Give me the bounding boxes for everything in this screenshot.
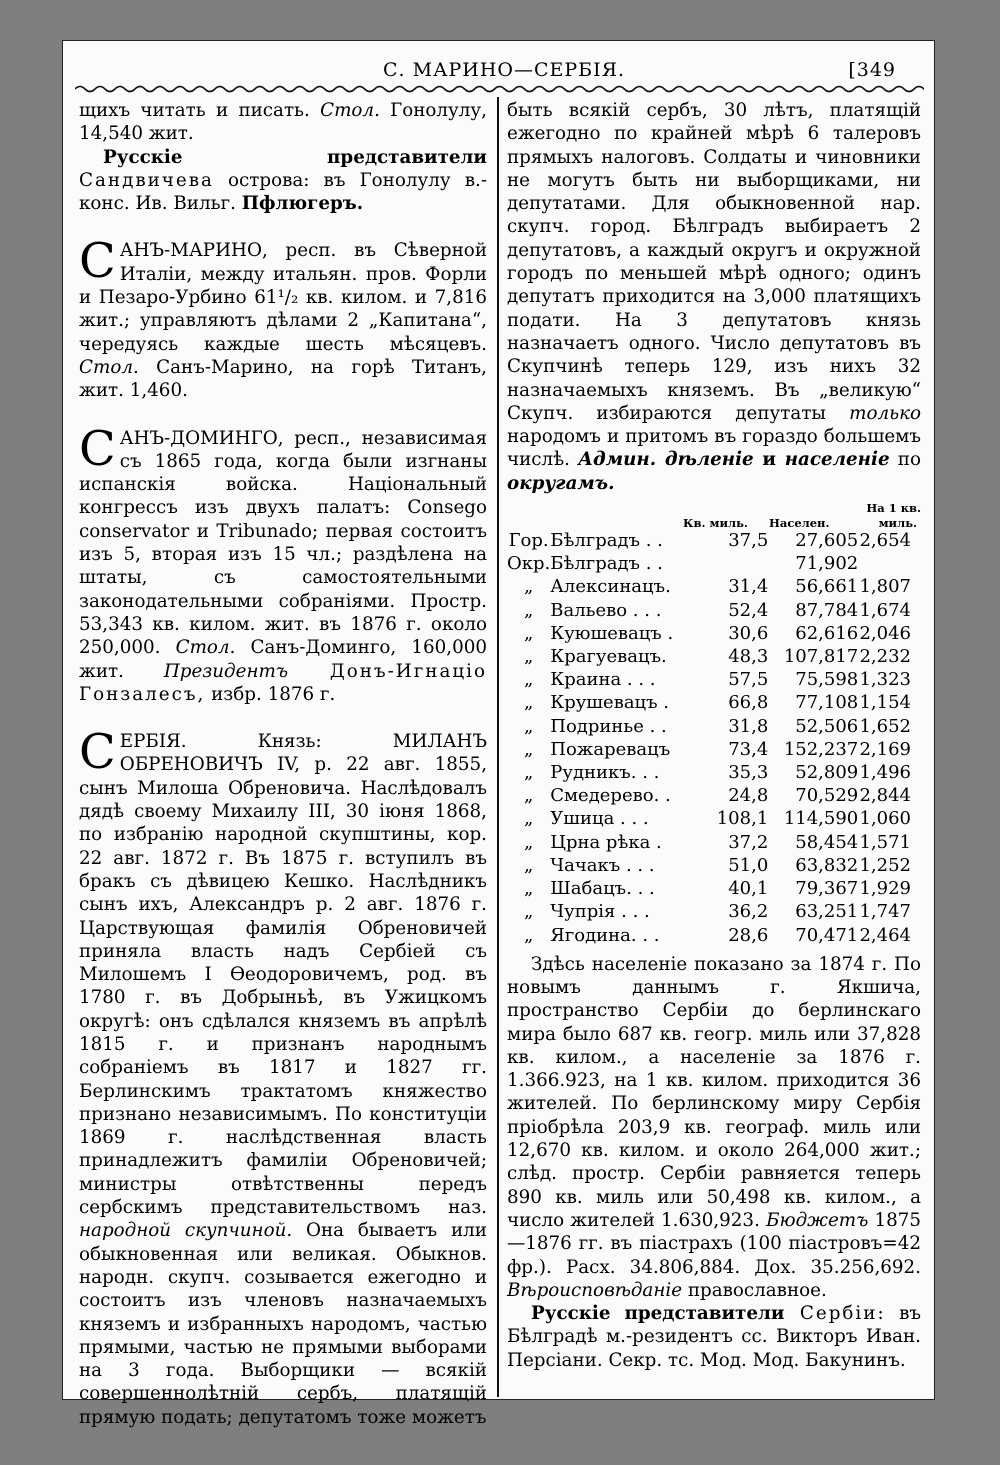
table-row (507, 900, 921, 923)
cell-mark: „ (523, 669, 534, 691)
cell-dens (858, 552, 921, 575)
cell-pop: 27,605 (795, 530, 859, 552)
cell-dens: 1,929 (859, 878, 911, 900)
cell-area: 35,3 (728, 762, 769, 784)
table-row (507, 715, 921, 738)
header-density: На 1 кв. (866, 501, 921, 516)
entry-san-marino: САНЪ-МАРИНО, респ. въ Сѣверной Италіи, между итальян. пров. Форли и Пезаро-Урбино 61¹/₂ кв. килом. и 7,816 жит.; управляютъ дѣлами 2 „Капитана“, чередуясь каждые шесть мѣсяцевъ. Стол. Санъ-Марино, на горѣ Титанъ, жит. 1,460. (79, 233, 487, 402)
cell-dens: 1,252 (859, 854, 911, 876)
entry-san-domingo: САНЪ-ДОМИНГО, респ., независимая съ 1865 года, когда были изгнаны испанскія войска. Національный конгрессъ изъ двухъ палатъ: Consego conservator и Tribunado; первая состоитъ изъ 5, вторая изъ 15 чл.; раздѣлена на штаты, съ самостоятельными законодательными собраніями. Простр. 53,343 кв. килом. жит. въ 1876 г. около 250,000. Стол. Санъ-Доминго, 160,000 жит. Президентъ Донъ-Игнаціо Гонзалесъ, избр. 1876 г. (79, 420, 487, 705)
cell-mark: „ (523, 901, 534, 923)
running-header (63, 53, 934, 83)
cell-area: 108,1 (716, 808, 769, 830)
table-row (507, 924, 921, 947)
cell-area: 52,4 (728, 599, 769, 621)
cell-mark: „ (523, 622, 534, 644)
cell-mark: Гор. (508, 530, 549, 552)
cell-dens: 1,674 (859, 599, 911, 621)
table-row (507, 738, 921, 761)
cell-pop: 52,809 (795, 762, 859, 784)
cell-pop: 152,237 (783, 738, 859, 760)
cell-pop: 107,817 (783, 646, 859, 668)
cell-mark: „ (523, 878, 534, 900)
cell-pop: 58,454 (795, 831, 859, 853)
serbia-continued: быть всякій сербъ, 30 лѣтъ, платящій ежегодно по крайней мѣрѣ 6 талеровъ прямыхъ налоговъ. Солдаты и чиновники не могутъ быть ни выборщиками, ни депутатами. Для обыкновенной нар. скупч. город. Бѣлградъ выбираетъ 2 депутатовъ, а каждый округъ и окружной городъ по меньшей мѣрѣ одного; одинъ депутатъ приходится на 3,000 платящихъ подати. На 3 депутатовъ князь назначаетъ одного. Число депутатовъ въ Скупчинѣ теперь 129, изъ нихъ 32 назначаемыхъ княземъ. Въ „великую“ Скупч. избираются депутаты только народомъ и притомъ въ гораздо большемъ числѣ. Админ. дѣленіе и населеніе по округамъ. (507, 100, 921, 494)
cell-dens: 1,807 (859, 576, 911, 598)
cell-dens: 1,571 (859, 831, 911, 853)
hawaii-representatives: Русскіе представители Сандвичева острова: въ Гонолулу в.-конс. Ив. Вильг. Пфлюгеръ. (79, 146, 487, 215)
table-row (507, 622, 921, 645)
column-divider (497, 97, 499, 1397)
cell-pop: 87,784 (795, 599, 859, 621)
cell-area: 37,5 (728, 530, 769, 552)
cell-name: Ушица . . . (550, 808, 649, 830)
table-row (507, 645, 921, 668)
cell-pop: 75,598 (795, 669, 859, 691)
cell-pop: 70,471 (795, 924, 859, 946)
cell-name: Вальево . . . (550, 599, 662, 621)
cell-name: Подринье . . (550, 715, 667, 737)
cell-area: 31,4 (728, 576, 769, 598)
header-density-unit: миль. (878, 516, 917, 531)
table-row (507, 552, 921, 575)
cell-area: 66,8 (728, 692, 769, 714)
cell-mark: „ (523, 785, 534, 807)
table-row (507, 691, 921, 714)
cell-pop: 62,616 (795, 622, 859, 644)
cell-area: 57,5 (728, 669, 769, 691)
cell-name: Крушевацъ . (550, 692, 670, 714)
right-column (507, 99, 921, 1372)
table-row (507, 854, 921, 877)
cell-area: 73,4 (728, 738, 769, 760)
cell-pop: 63,251 (795, 901, 859, 923)
cell-mark: „ (523, 762, 534, 784)
cell-mark: „ (523, 808, 534, 830)
cell-dens: 1,747 (859, 901, 911, 923)
entry-serbia: СЕРБІЯ. Князь: МИЛАНЪ ОБРЕНОВИЧЪ IV, р. 22 авг. 1855, сынъ Милоша Обреновича. Наслѣдовалъ дядѣ своему Михаилу III, 30 іюня 1868, по избранію народной скупштины, кор. 22 авг. 1872 г. Въ 1875 г. вступилъ въ бракъ съ дѣвицею Кешко. Наслѣдникъ сынъ ихъ, Александръ р. 2 авг. 1876 г. Царствующая фамилія Обреновичей приняла власть надъ Сербіей съ Милошемъ I Ѳеодоровичемъ, род. въ 1780 г. въ Добрыньѣ, въ Ужицкомъ округѣ: онъ сдѣлался княземъ въ апрѣлѣ 1815 г. и признанъ народнымъ собраніемъ въ 1817 и 1827 гг. Берлинскимъ трактатомъ княжество признано независимымъ. По конституціи 1869 г. наслѣдственная власть принадлежитъ фамиліи Обреновичей; министры отвѣтственны передъ сербскимъ представительствомъ наз. народной скупчиной. Она бываетъ или обыкновенная или великая. Обыкнов. народн. скупч. созывается ежегодно и состоитъ изъ членовъ назначаемыхъ княземъ и избранныхъ народомъ, частью прямыми, частью не прямыми выборами на 3 года. Выборщики — всякій совершеннолѣтній сербъ, платящій прямую подать; депутатомъ тоже можетъ (79, 724, 487, 1428)
page-number: [349 (848, 59, 896, 81)
cell-mark: „ (523, 692, 534, 714)
cell-area: 31,8 (728, 715, 769, 737)
table-row (507, 831, 921, 854)
cell-area: 48,3 (728, 646, 769, 668)
table-header (507, 495, 921, 529)
cell-name: Бѣлградъ . . (550, 553, 663, 575)
cell-name: Куюшевацъ . (550, 622, 674, 644)
serbia-summary: Здѣсь населеніе показано за 1874 г. По новымъ даннымъ г. Якшича, пространство Сербіи до берлинскаго мира было 687 кв. геогр. миль или 37,828 кв. килом., а населеніе за 1876 г. 1.366.923, на 1 кв. килом. приходится 36 жителей. По берлинскому миру Сербія пріобрѣла 203,9 кв. географ. миль или 12,670 кв. килом. и около 264,000 жит.; слѣд. простр. Сербіи равняется теперь 890 кв. миль или 50,498 кв. килом., а число жителей 1.630,923. Бюджетъ 1875—1876 гг. въ піастрахъ (100 піастровъ=42 фр.). Расх. 34.806,884. Дох. 35.256,692. Вѣроисповѣданіе православное. (507, 953, 921, 1301)
cell-name: Алексинацъ. (550, 576, 671, 598)
cell-pop: 52,506 (795, 715, 859, 737)
cell-mark: „ (523, 715, 534, 737)
cell-dens: 1,496 (859, 762, 911, 784)
hawaii-tail: щихъ читать и писать. Стол. Гонолулу, 14,540 жит. (79, 100, 487, 145)
cell-name: Шабацъ. . . (550, 878, 655, 900)
cell-pop: 79,367 (795, 878, 859, 900)
cell-dens: 2,046 (859, 622, 911, 644)
cell-dens: 1,154 (859, 692, 911, 714)
cell-dens: 1,323 (859, 669, 911, 691)
table-row (507, 599, 921, 622)
cell-area: 24,8 (728, 785, 769, 807)
cell-area: 28,6 (728, 924, 769, 946)
cell-name: Чачакъ . . . (550, 854, 655, 876)
header-ornament-rule (75, 83, 924, 95)
cell-pop: 71,902 (795, 553, 859, 575)
page (62, 40, 935, 1428)
cell-mark: „ (523, 599, 534, 621)
cell-pop: 77,108 (795, 692, 859, 714)
running-title: С. МАРИНО—СЕРБІЯ. (383, 59, 626, 81)
cell-dens: 2,169 (859, 738, 911, 760)
cell-area: 40,1 (728, 878, 769, 900)
cell-name: Крагуевацъ. (550, 646, 667, 668)
cell-dens: 2,844 (859, 785, 911, 807)
table-row (507, 784, 921, 807)
cell-dens: 1,060 (859, 808, 911, 830)
cell-name: Пожаревацъ (550, 738, 671, 760)
cell-area: 51,0 (728, 854, 769, 876)
table-row (507, 668, 921, 691)
cell-mark: „ (523, 831, 534, 853)
districts-table (507, 529, 921, 947)
left-column (79, 99, 487, 1429)
cell-dens: 2,464 (859, 924, 911, 946)
cell-dens: 2,654 (859, 530, 911, 552)
cell-pop: 114,590 (783, 808, 859, 830)
cell-mark: „ (523, 576, 534, 598)
cell-name: Бѣлградъ . . (550, 530, 663, 552)
cell-name: Краина . . . (550, 669, 656, 691)
cell-pop: 63,832 (795, 854, 859, 876)
cell-area: 37,2 (728, 831, 769, 853)
header-area: Кв. миль. (683, 516, 748, 531)
cell-area: 36,2 (728, 901, 769, 923)
cell-mark: „ (523, 646, 534, 668)
cell-mark: „ (523, 854, 534, 876)
cell-name: Ягодина. . . (550, 924, 660, 946)
table-row (507, 807, 921, 830)
cell-dens: 1,652 (859, 715, 911, 737)
table-row (507, 761, 921, 784)
cell-mark: Окр. (507, 553, 551, 575)
cell-area (700, 552, 774, 575)
cell-pop: 70,529 (795, 785, 859, 807)
cell-name: Чупрія . . . (550, 901, 650, 923)
cell-area: 30,6 (728, 622, 769, 644)
cell-name: Смедерево. . (550, 785, 671, 807)
cell-name: Црна рѣка . (550, 831, 662, 853)
serbia-representatives: Русскіе представители Сербіи: въ Бѣлградѣ м.-резидентъ сс. Викторъ Иван. Персіани. Секр. тс. Мод. Мод. Бакунинъ. (507, 1303, 921, 1371)
table-row (507, 877, 921, 900)
cell-name: Рудникъ. . . (550, 762, 660, 784)
cell-mark: „ (523, 924, 534, 946)
cell-pop: 56,661 (795, 576, 859, 598)
table-row (507, 575, 921, 598)
cell-mark: „ (523, 738, 534, 760)
header-population: Населен. (769, 516, 830, 531)
cell-dens: 2,232 (859, 646, 911, 668)
